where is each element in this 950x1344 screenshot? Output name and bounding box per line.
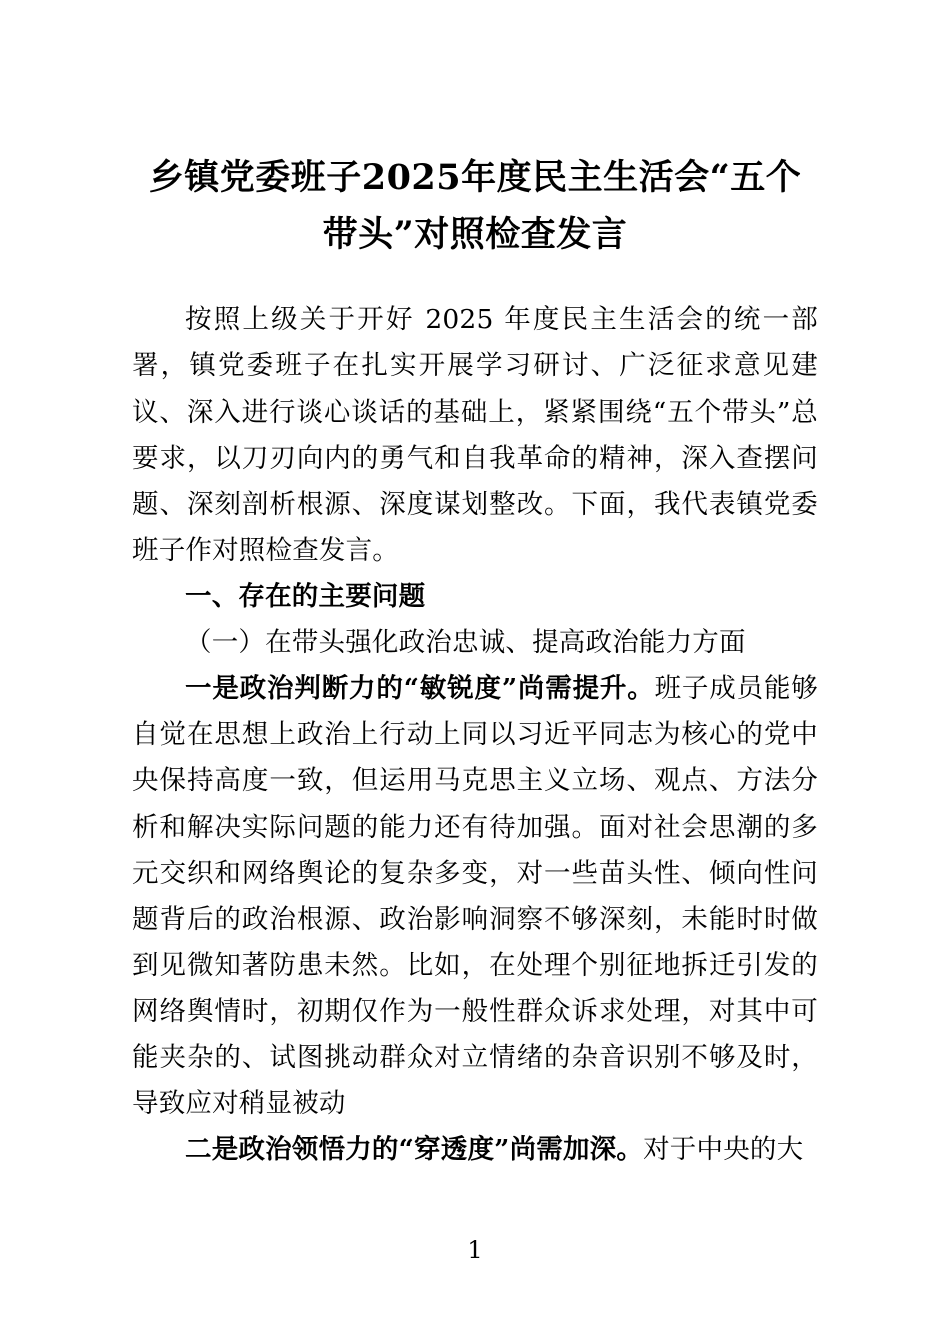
section-heading-1: 一、存在的主要问题 xyxy=(185,581,426,613)
point-one-body: 班子成员能够自觉在思想上政治上行动上同以习近平同志为核心的党中央保持高度一致，但运用马克思主义立场、观点、方法分析和解决实际问题的能力还有待加强。面对社会思潮的多元交织和网络舆论的复杂多变，对一些苗头性、倾向性问题背后的政治根源、政治影响洞察不够深刻，未能时时做到见微知著防患未然。比如，在处理个别征地拆迁引发的网络舆情时，初期仅作为一般性群众诉求处理，对其中可能夹杂的、试图挑动群众对立情绪的杂音识别不够及时，导致应对稍显被动 xyxy=(132,673,818,1120)
point-two-lead: 二是政治领悟力的“穿透度”尚需加深。 xyxy=(185,1134,644,1166)
point-one-paragraph xyxy=(132,666,818,1127)
opening-paragraph: 按照上级关于开好 2025 年度民主生活会的统一部署，镇党委班子在扎实开展学习研讨、广泛征求意见建议、深入进行谈心谈话的基础上，紧紧围绕“五个带头”总要求，以刀刃向内的勇气和自我革命的精神，深入查摆问题、深刻剖析根源、深度谋划整改。下面，我代表镇党委班子作对照检查发言。 xyxy=(132,304,818,566)
subsection-heading-1: （一）在带头强化政治忠诚、提高政治能力方面 xyxy=(185,627,746,659)
page-number: 1 xyxy=(467,1236,483,1264)
point-one-lead: 一是政治判断力的“敏锐度”尚需提升。 xyxy=(185,673,655,705)
page-title: 乡镇党委班子2025年度民主生活会“五个带头”对照检查发言 xyxy=(148,157,802,255)
point-two-paragraph xyxy=(132,1127,818,1173)
point-two-body: 对于中央的大 xyxy=(643,1134,804,1166)
